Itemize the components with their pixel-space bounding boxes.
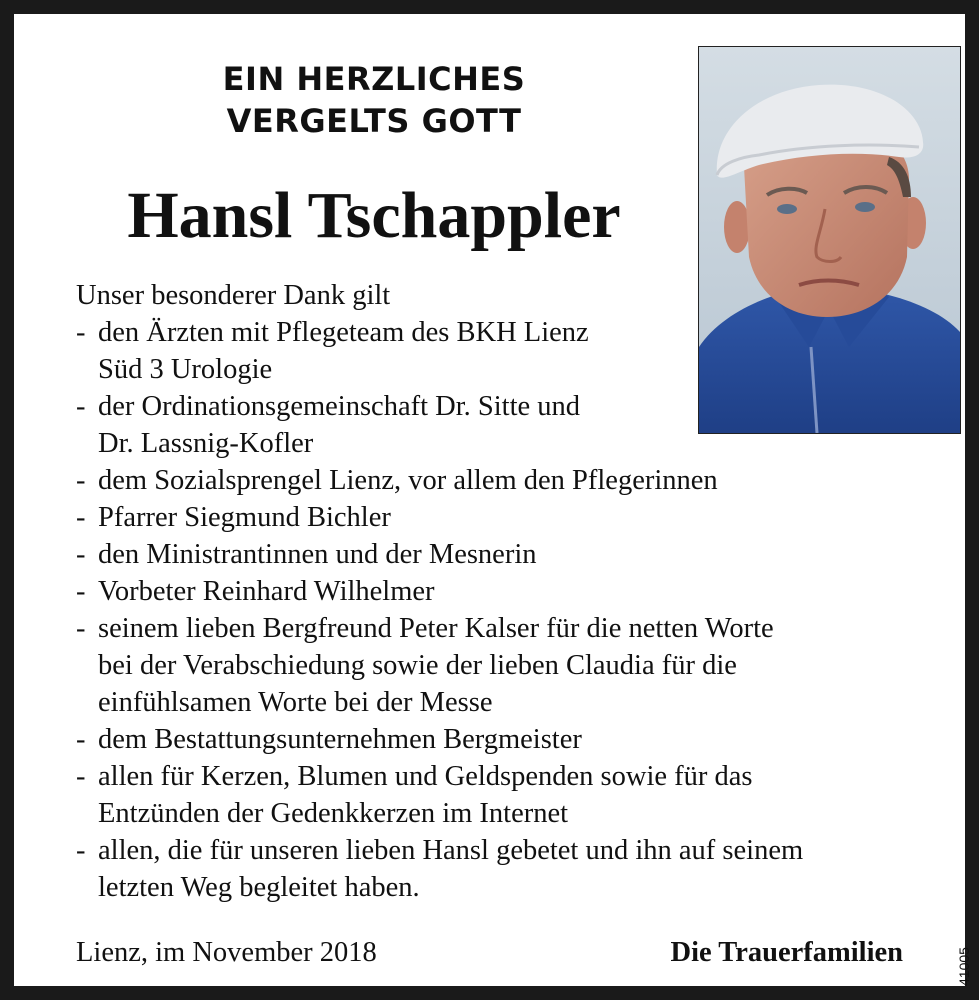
list-item-line: seinem lieben Bergfreund Peter Kalser für die netten Worte: [98, 613, 774, 644]
list-dash: -: [76, 317, 86, 348]
list-item-line: bei der Verabschiedung sowie der lieben Claudia für die: [98, 650, 737, 681]
list-item: [76, 499, 936, 536]
list-item-line: Vorbeter Reinhard Wilhelmer: [98, 576, 435, 607]
list-item-line: Entzünden der Gedenkkerzen im Internet: [98, 798, 569, 829]
list-item: [76, 721, 936, 758]
deceased-name: Hansl Tschappler: [127, 179, 621, 252]
list-item-line: dem Bestattungsunternehmen Bergmeister: [98, 724, 582, 755]
list-item: [76, 314, 936, 388]
list-item: [76, 832, 936, 906]
signature: Die Trauerfamilien: [670, 937, 903, 968]
list-item-line: Pfarrer Siegmund Bichler: [98, 502, 391, 533]
intro-line: Unser besonderer Dank gilt: [76, 280, 391, 311]
list-item: [76, 758, 936, 832]
list-item-line: dem Sozialsprengel Lienz, vor allem den Pflegerinnen: [98, 465, 718, 496]
list-dash: -: [76, 539, 86, 570]
list-item-line: den Ärzten mit Pflegeteam des BKH Lienz: [98, 317, 589, 348]
list-item-line: letzten Weg begleitet haben.: [98, 872, 420, 903]
header-line-2: VERGELTS GOTT: [226, 102, 522, 140]
list-dash: -: [76, 391, 86, 422]
list-dash: -: [76, 576, 86, 607]
header-heading: [164, 58, 584, 142]
list-item-line: Dr. Lassnig-Kofler: [98, 428, 314, 459]
list-dash: -: [76, 724, 86, 755]
list-item-line: der Ordinationsgemeinschaft Dr. Sitte und: [98, 391, 581, 422]
list-item: [76, 536, 936, 573]
list-dash: -: [76, 465, 86, 496]
list-item-line: den Ministrantinnen und der Mesnerin: [98, 539, 537, 570]
thanks-text: [76, 277, 936, 906]
ad-code: 41005: [956, 947, 972, 986]
list-item-line: Süd 3 Urologie: [98, 354, 273, 385]
list-item: [76, 573, 936, 610]
list-item: [76, 462, 936, 499]
list-item-line: einfühlsamen Worte bei der Messe: [98, 687, 493, 718]
list-item-line: allen, die für unseren lieben Hansl gebetet und ihn auf seinem: [98, 835, 804, 866]
list-dash: -: [76, 761, 86, 792]
thanks-list: [76, 314, 936, 906]
place-date: Lienz, im November 2018: [76, 937, 377, 968]
list-item: [76, 388, 936, 462]
list-dash: -: [76, 835, 86, 866]
list-item: [76, 610, 936, 721]
list-dash: -: [76, 613, 86, 644]
list-dash: -: [76, 502, 86, 533]
list-item-line: allen für Kerzen, Blumen und Geldspenden sowie für das: [98, 761, 753, 792]
header-line-1: EIN HERZLICHES: [222, 60, 526, 98]
